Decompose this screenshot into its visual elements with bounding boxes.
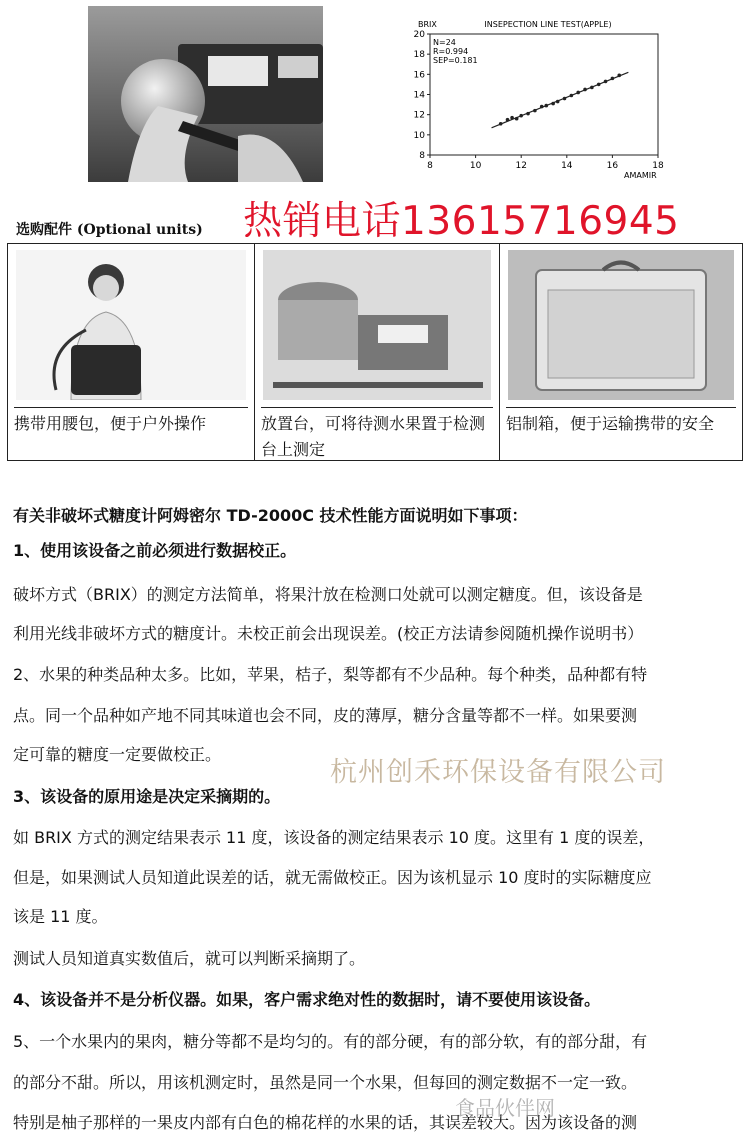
- device-photo: [88, 6, 323, 182]
- body-line: 但是，如果测试人员知道此误差的话，就无需做校正。因为该机显示 10 度时的实际糖度应: [13, 868, 652, 887]
- accessory-caption: 铝制箱，便于运输携带的安全: [506, 407, 736, 437]
- aluminum-case-illustration: [508, 250, 734, 400]
- chart-point: [611, 77, 615, 81]
- chart-point: [515, 117, 519, 121]
- accessory-cell-waist-bag: [8, 244, 255, 460]
- hotline-banner: 热销电话13615716945: [243, 199, 680, 244]
- chart-xtick-label: 14: [561, 161, 573, 171]
- item-5-line: 5、一个水果内的果肉，糖分等都不是均匀的。有的部分硬，有的部分软，有的部分甜，有: [13, 1032, 648, 1051]
- chart-xtick-label: 18: [652, 161, 664, 171]
- body-line: 该是 11 度。: [13, 907, 108, 926]
- chart-point: [544, 104, 548, 108]
- chart-point: [519, 114, 523, 118]
- chart-point: [551, 102, 555, 106]
- chart-point: [604, 80, 608, 84]
- stand-illustration: [263, 250, 491, 400]
- body-line: 定可靠的糖度一定要做校正。: [13, 745, 222, 764]
- chart-title: INSEPECTION LINE TEST(APPLE): [484, 20, 612, 29]
- chart-stat-label: N=24: [433, 38, 456, 47]
- chart-point: [540, 105, 544, 109]
- chart-xtick-label: 12: [515, 161, 527, 171]
- body-line: 特别是柚子那样的一果皮内部有白色的棉花样的水果的话，其误差较大。因为该设备的测: [13, 1113, 638, 1132]
- accessory-caption: 放置台，可将待测水果置于检测台上测定: [261, 407, 493, 463]
- body-line: 测试人员知道真实数值后，就可以判断采摘期了。: [13, 949, 366, 968]
- chart-point: [499, 122, 503, 126]
- chart-xtick-label: 16: [606, 161, 619, 171]
- company-watermark: 杭州创禾环保设备有限公司: [330, 757, 666, 788]
- chart-xlabel: AMAMIR: [624, 171, 657, 180]
- accessory-cell-case: [500, 244, 742, 460]
- chart-point: [583, 88, 587, 92]
- chart-point: [570, 94, 574, 98]
- chart-point: [597, 83, 601, 87]
- intro-heading: 有关非破坏式糖度计阿姆密尔 TD-2000C 技术性能方面说明如下事项：: [13, 506, 528, 525]
- chart-stat-label: R=0.994: [433, 47, 469, 56]
- body-line: 如 BRIX 方式的测定结果表示 11 度，该设备的测定结果表示 10 度。这里有 1 度的误差，: [13, 828, 655, 847]
- chart-point: [526, 112, 530, 116]
- chart-point: [576, 91, 580, 95]
- waist-bag-illustration: [16, 250, 246, 400]
- aluminum-case-photo: [508, 250, 734, 400]
- body-line: 破坏方式（BRIX）的测定方法简单，将果汁放在检测口处就可以测定糖度。但，该设备是: [13, 585, 643, 604]
- chart-point: [533, 109, 537, 113]
- body-line: 点。同一个品种如产地不同其味道也会不同，皮的薄厚，糖分含量等都不一样。如果要测: [13, 706, 638, 725]
- chart-point: [510, 116, 514, 120]
- chart-ylabel: BRIX: [418, 20, 437, 29]
- chart-xtick-label: 10: [469, 161, 482, 171]
- item-3-heading: 3、该设备的原用途是决定采摘期的。: [13, 787, 281, 806]
- optional-units-label: 选购配件 (Optional units): [16, 222, 203, 238]
- chart-ytick-label: 10: [413, 130, 425, 141]
- brix-scatter-chart: [400, 14, 670, 186]
- body-line: 的部分不甜。所以，用该机测定时，虽然是同一个水果，但每回的测定数据不一定一致。: [13, 1073, 638, 1092]
- waist-bag-photo: [16, 250, 246, 400]
- body-line: 利用光线非破坏方式的糖度计。未校正前会出现误差。(校正方法请参阅随机操作说明书）: [13, 624, 644, 643]
- chart-point: [617, 74, 621, 78]
- chart-ytick-label: 16: [413, 70, 425, 81]
- site-watermark: 食品伙伴网: [455, 1096, 555, 1120]
- accessory-caption: 携带用腰包，便于户外操作: [14, 407, 248, 437]
- chart-point: [556, 100, 560, 104]
- device-photo-illustration: [88, 6, 323, 182]
- stand-photo: [263, 250, 491, 400]
- chart-point: [506, 118, 510, 122]
- chart-ytick-label: 20: [413, 30, 425, 40]
- chart-ytick-label: 18: [413, 50, 425, 61]
- item-1-heading: 1、使用该设备之前必须进行数据校正。: [13, 541, 297, 560]
- chart-stat-label: SEP=0.181: [433, 56, 478, 65]
- item-4-heading: 4、该设备并不是分析仪器。如果，客户需求绝对性的数据时，请不要使用该设备。: [13, 990, 601, 1009]
- chart-xtick-label: 8: [427, 161, 433, 171]
- chart-ytick-label: 12: [413, 110, 425, 121]
- accessories-table: [7, 243, 743, 461]
- item-2-line: 2、水果的种类品种太多。比如，苹果，桔子，梨等都有不少品种。每个种类，品种都有特: [13, 665, 648, 684]
- chart-ytick-label: 14: [413, 90, 425, 101]
- chart-point: [563, 97, 567, 101]
- accessory-cell-stand: [255, 244, 500, 460]
- chart-ytick-label: 8: [419, 151, 425, 161]
- chart-point: [590, 86, 594, 90]
